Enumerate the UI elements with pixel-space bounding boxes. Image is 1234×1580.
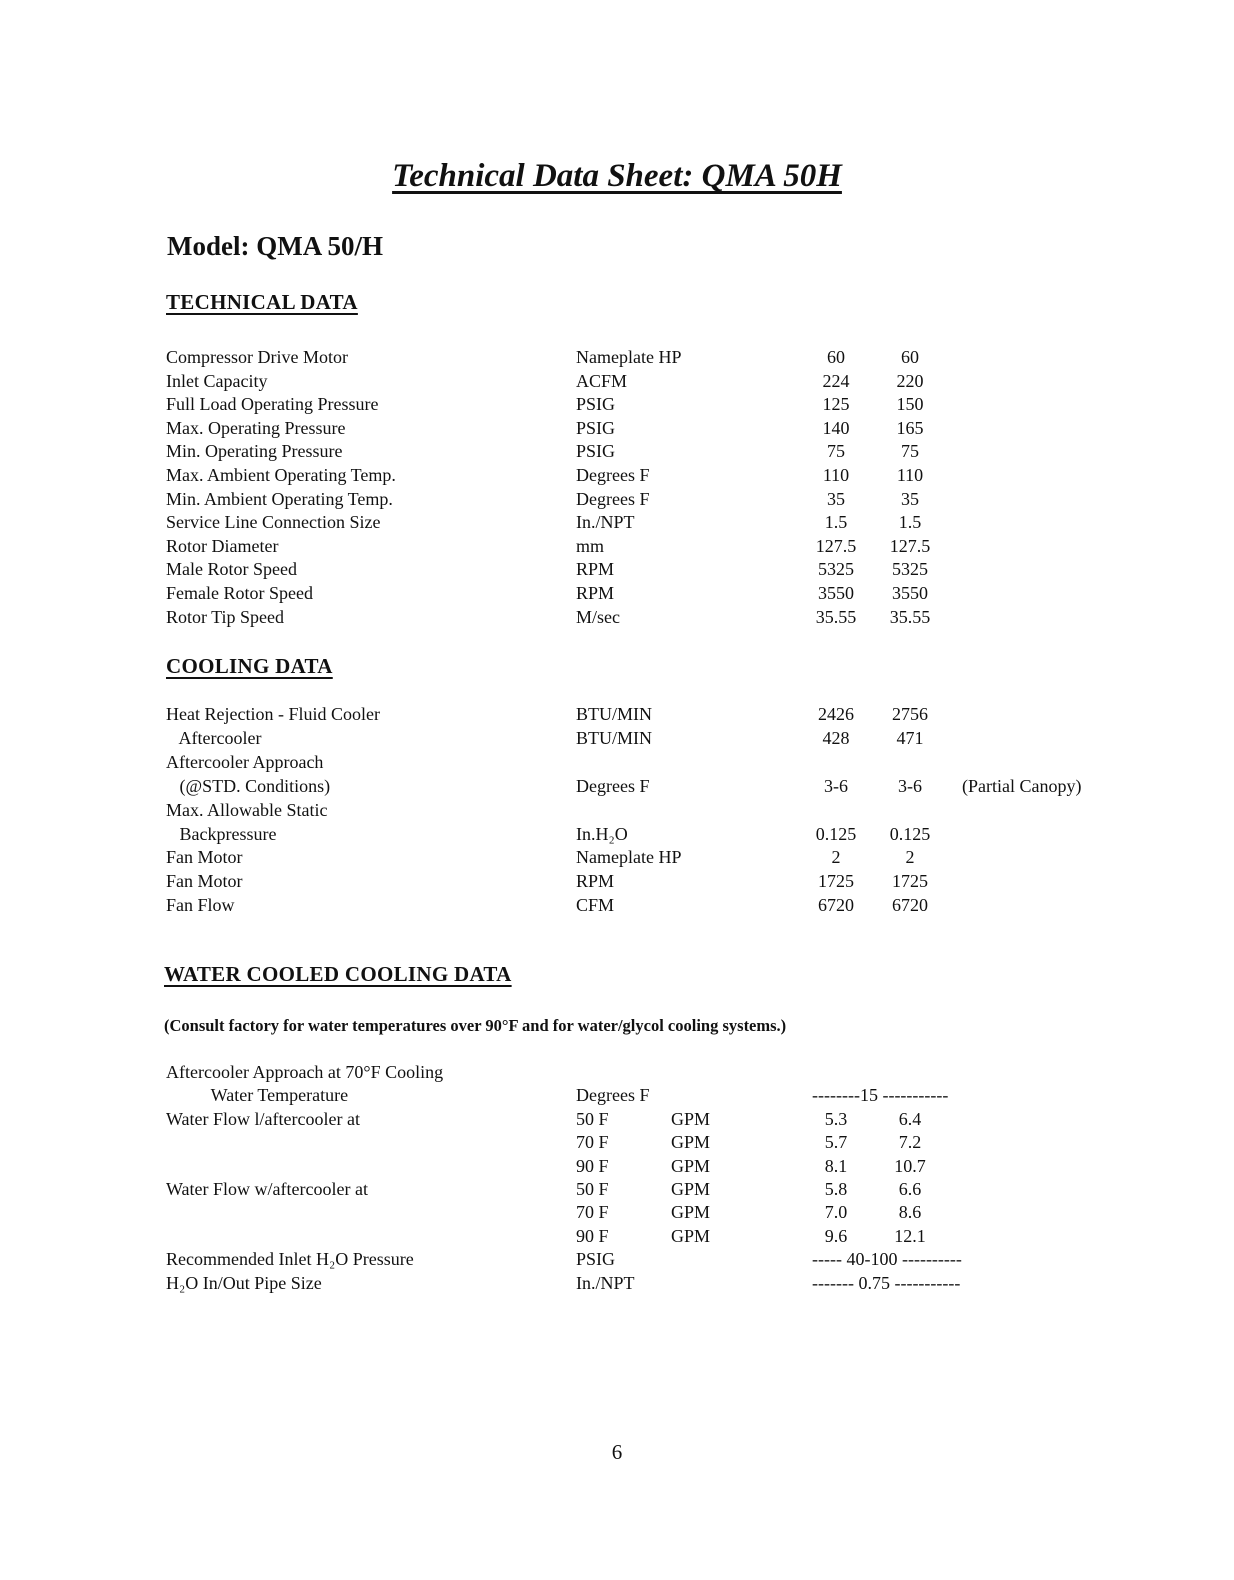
value-col1: 5.8 [824,1179,848,1199]
value-col1: 8.1 [824,1155,848,1176]
page-title: Technical Data Sheet: QMA 50H [392,158,842,194]
technical-row [0,439,1234,463]
parameter-label: Fan Motor [166,871,243,892]
unit-label: BTU/MIN [576,727,652,748]
technical-row [0,463,1234,487]
parameter-label: Heat Rejection - Fluid Cooler [166,704,380,724]
range-value: ----- 40-100 ---------- [812,1249,962,1270]
parameter-label: Max. Allowable Static [166,799,328,820]
parameter-label: Water Temperature [166,1085,349,1106]
parameter-label: Compressor Drive Motor [166,347,348,367]
parameter-label: Water Flow l/aftercooler at [166,1108,360,1129]
value-col1: 5.3 [824,1108,848,1129]
value-col2: 0.125 [889,823,931,844]
range-value: ------- 0.75 ----------- [812,1272,961,1293]
unit-label: In./NPT [576,512,635,533]
technical-row [0,581,1234,605]
cooling-row [0,869,1234,893]
unit-label: RPM [576,871,615,892]
value-col2: 2 [905,847,915,868]
cooling-row [0,702,1234,726]
value-col2: 12.1 [894,1225,926,1246]
value-col1: 428 [822,727,850,748]
parameter-label: Aftercooler Approach [166,751,324,772]
unit-label: BTU/MIN [576,704,652,724]
value-note: (Partial Canopy) [962,775,1082,796]
unit-label: Degrees F [576,1085,650,1106]
value-col2: 10.7 [894,1155,926,1176]
unit-label: 50 F [576,1179,609,1199]
technical-row [0,605,1234,629]
unit-label: CFM [576,895,615,916]
unit-label: mm [576,535,605,556]
gpm-label: GPM [671,1179,711,1199]
unit-label: 70 F [576,1132,609,1153]
value-col1: 60 [827,347,845,367]
value-col1: 75 [827,441,845,462]
unit-label: In.H₂O [576,823,628,844]
value-col1: 6720 [818,895,854,916]
cooling-row [0,798,1234,822]
unit-label: 90 F [576,1155,609,1176]
unit-label: 70 F [576,1202,609,1223]
value-col1: 224 [822,370,850,391]
unit-label: Nameplate HP [576,347,682,367]
unit-label: Degrees F [576,488,650,509]
parameter-label: Water Flow w/aftercooler at [166,1179,368,1199]
parameter-label: Full Load Operating Pressure [166,394,379,415]
value-col1: 1.5 [824,512,848,533]
technical-row [0,416,1234,440]
value-col2: 60 [901,347,919,367]
unit-label: ACFM [576,370,628,391]
value-col2: 35.55 [889,606,931,627]
parameter-label: Inlet Capacity [166,370,268,391]
range-value: --------15 ----------- [812,1085,949,1106]
parameter-label: Fan Motor [166,847,243,868]
value-col1: 3-6 [824,775,848,796]
water-row [0,1154,1234,1178]
value-col2: 3-6 [898,775,922,796]
unit-label: Nameplate HP [576,847,682,868]
technical-row [0,487,1234,511]
parameter-label: Fan Flow [166,895,235,916]
value-col2: 5325 [892,559,928,580]
unit-label: PSIG [576,441,616,462]
value-col1: 110 [822,465,850,485]
unit-label: 90 F [576,1225,609,1246]
value-col1: 125 [822,394,850,415]
parameter-label: Rotor Tip Speed [166,606,285,627]
water-row [0,1224,1234,1248]
value-col2: 6720 [892,895,928,916]
cooling-row [0,774,1234,798]
cooling-data-heading: COOLING DATA [166,654,333,678]
value-col2: 127.5 [889,535,931,556]
parameter-label: Min. Ambient Operating Temp. [166,488,393,509]
value-col1: 2426 [818,704,854,724]
parameter-label: Male Rotor Speed [166,559,297,580]
cooling-row [0,822,1234,846]
water-row [0,1107,1234,1131]
value-col1: 9.6 [824,1225,848,1246]
gpm-label: GPM [671,1225,711,1246]
parameter-label: Min. Operating Pressure [166,441,343,462]
value-col2: 150 [896,394,924,415]
value-col2: 8.6 [898,1202,922,1223]
value-col1: 140 [822,417,850,438]
cooling-row [0,845,1234,869]
water-row [0,1060,1234,1084]
value-col2: 471 [896,727,924,748]
technical-row [0,557,1234,581]
technical-row [0,534,1234,558]
value-col1: 7.0 [824,1202,848,1223]
value-col2: 2756 [892,704,928,724]
parameter-label: Service Line Connection Size [166,512,381,533]
value-col1: 5.7 [824,1132,848,1153]
water-cooled-heading: WATER COOLED COOLING DATA [164,962,512,986]
water-row [0,1247,1234,1271]
unit-label: In./NPT [576,1272,635,1293]
value-col1: 1725 [818,871,854,892]
model-heading: Model: QMA 50/H [167,231,383,261]
water-row [0,1177,1234,1201]
value-col2: 75 [901,441,919,462]
parameter-label: Max. Operating Pressure [166,417,346,438]
technical-row [0,392,1234,416]
parameter-label: H₂O In/Out Pipe Size [166,1272,322,1293]
value-col2: 110 [896,465,924,485]
unit-label: RPM [576,559,615,580]
value-col1: 2 [831,847,841,868]
technical-row [0,510,1234,534]
water-row [0,1130,1234,1154]
unit-label: 50 F [576,1108,609,1129]
unit-label: M/sec [576,606,620,627]
parameter-label: (@STD. Conditions) [166,775,331,796]
gpm-label: GPM [671,1108,711,1129]
unit-label: Degrees F [576,775,650,796]
value-col2: 1725 [892,871,928,892]
parameter-label: Backpressure [166,823,277,844]
gpm-label: GPM [671,1202,711,1223]
value-col2: 7.2 [898,1132,922,1153]
page-number: 6 [611,1440,623,1464]
technical-row [0,345,1234,369]
parameter-label: Aftercooler Approach at 70°F Cooling [166,1062,444,1082]
value-col1: 3550 [818,583,854,603]
value-col1: 0.125 [815,823,857,844]
unit-label: PSIG [576,394,616,415]
cooling-row [0,750,1234,774]
value-col2: 220 [896,370,924,391]
parameter-label: Female Rotor Speed [166,583,313,603]
water-row [0,1083,1234,1107]
value-col2: 6.4 [898,1108,922,1129]
parameter-label: Rotor Diameter [166,535,279,556]
parameter-label: Aftercooler [166,727,262,748]
unit-label: PSIG [576,417,616,438]
value-col2: 1.5 [898,512,922,533]
cooling-row [0,726,1234,750]
gpm-label: GPM [671,1132,711,1153]
value-col1: 5325 [818,559,854,580]
value-col1: 127.5 [815,535,857,556]
unit-label: RPM [576,583,615,603]
unit-label: PSIG [576,1249,616,1270]
parameter-label: Recommended Inlet H₂O Pressure [166,1249,414,1270]
technical-row [0,369,1234,393]
value-col2: 35 [901,488,919,509]
value-col2: 6.6 [898,1179,922,1199]
value-col1: 35.55 [815,606,857,627]
water-cooled-note: (Consult factory for water temperatures over 90°F and for water/glycol cooling systems.) [164,1016,787,1035]
water-row [0,1271,1234,1295]
cooling-row [0,893,1234,917]
technical-data-heading: TECHNICAL DATA [166,290,358,314]
water-row [0,1200,1234,1224]
value-col2: 3550 [892,583,928,603]
value-col2: 165 [896,417,924,438]
gpm-label: GPM [671,1155,711,1176]
unit-label: Degrees F [576,465,650,485]
parameter-label: Max. Ambient Operating Temp. [166,465,396,485]
value-col1: 35 [827,488,845,509]
